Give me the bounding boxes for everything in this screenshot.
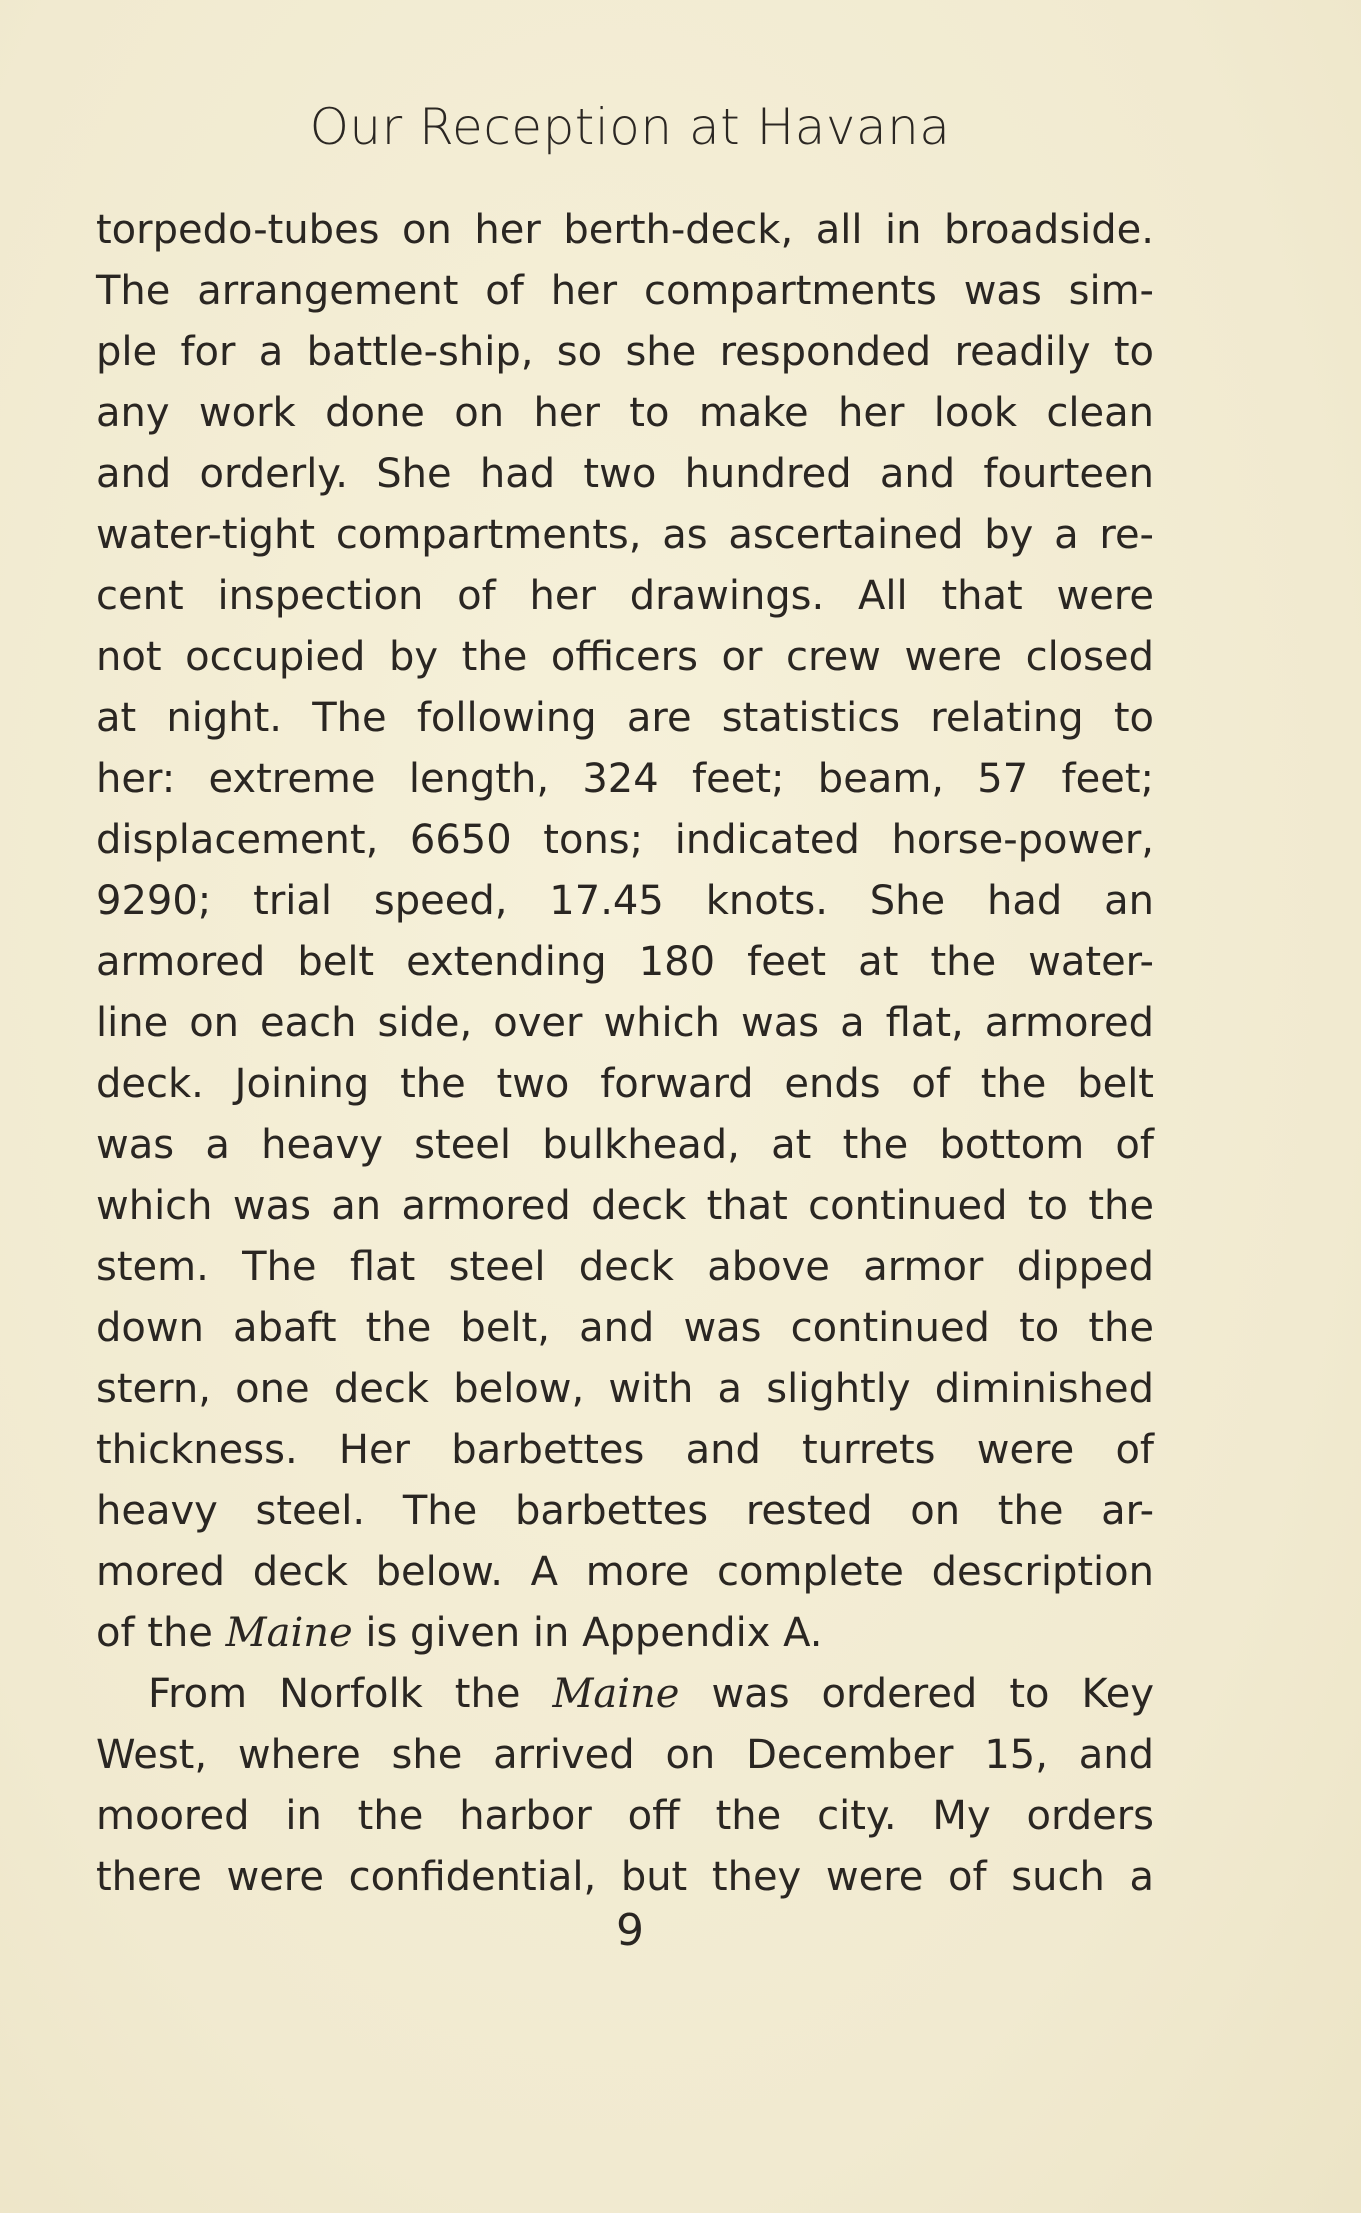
text-line: [96, 1603, 1154, 1664]
paragraph-1: [96, 200, 1154, 1664]
text-line: moored in the harbor off the city. My orders: [96, 1793, 1154, 1839]
text-line: stern, one deck below, with a slightly diminished: [96, 1366, 1154, 1412]
text-line: [96, 1664, 1154, 1725]
text-line: and orderly. She had two hundred and fourteen: [96, 451, 1154, 497]
text-line: ple for a battle-ship, so she responded readily to: [96, 329, 1154, 375]
running-head: Our Reception at Havana: [309, 98, 951, 156]
text-line: not occupied by the officers or crew were closed: [96, 634, 1154, 680]
text-line: any work done on her to make her look clean: [96, 390, 1154, 436]
text-line: displacement, 6650 tons; indicated horse-power,: [96, 817, 1154, 863]
text-line: The arrangement of her compartments was sim-: [96, 268, 1154, 314]
page-number: 9: [616, 1905, 644, 1956]
body-text: [96, 200, 1154, 1908]
text-line: her: extreme length, 324 feet; beam, 57 feet;: [96, 756, 1154, 802]
text-fragment: was ordered to Key: [679, 1671, 1155, 1717]
text-line: thickness. Her barbettes and turrets were of: [96, 1427, 1154, 1473]
text-line: at night. The following are statistics relating to: [96, 695, 1154, 741]
text-line: was a heavy steel bulkhead, at the bottom of: [96, 1122, 1154, 1168]
text-line: deck. Joining the two forward ends of the belt: [96, 1061, 1154, 1107]
text-fragment: is given in Appendix A.: [352, 1610, 823, 1656]
text-line: cent inspection of her drawings. All that were: [96, 573, 1154, 619]
text-line: which was an armored deck that continued to the: [96, 1183, 1154, 1229]
text-line: mored deck below. A more complete description: [96, 1549, 1154, 1595]
text-line: down abaft the belt, and was continued to the: [96, 1305, 1154, 1351]
text-line: stem. The flat steel deck above armor dipped: [96, 1244, 1154, 1290]
ship-name-italic: Maine: [225, 1610, 353, 1656]
text-line: line on each side, over which was a flat, armored: [96, 1000, 1154, 1046]
text-line: torpedo-tubes on her berth-deck, all in broadside.: [96, 207, 1154, 253]
text-fragment: of the: [96, 1610, 226, 1656]
text-line: armored belt extending 180 feet at the water-: [96, 939, 1154, 985]
paragraph-2: [96, 1664, 1154, 1908]
text-line: there were confidential, but they were of such a: [96, 1854, 1154, 1900]
text-line: 9290; trial speed, 17.45 knots. She had an: [96, 878, 1154, 924]
ship-name-italic: Maine: [552, 1671, 680, 1717]
text-line: water-tight compartments, as ascertained by a re-: [96, 512, 1154, 558]
text-line: West, where she arrived on December 15, and: [96, 1732, 1154, 1778]
text-line: heavy steel. The barbettes rested on the ar-: [96, 1488, 1154, 1534]
text-fragment: From Norfolk the: [148, 1671, 553, 1717]
